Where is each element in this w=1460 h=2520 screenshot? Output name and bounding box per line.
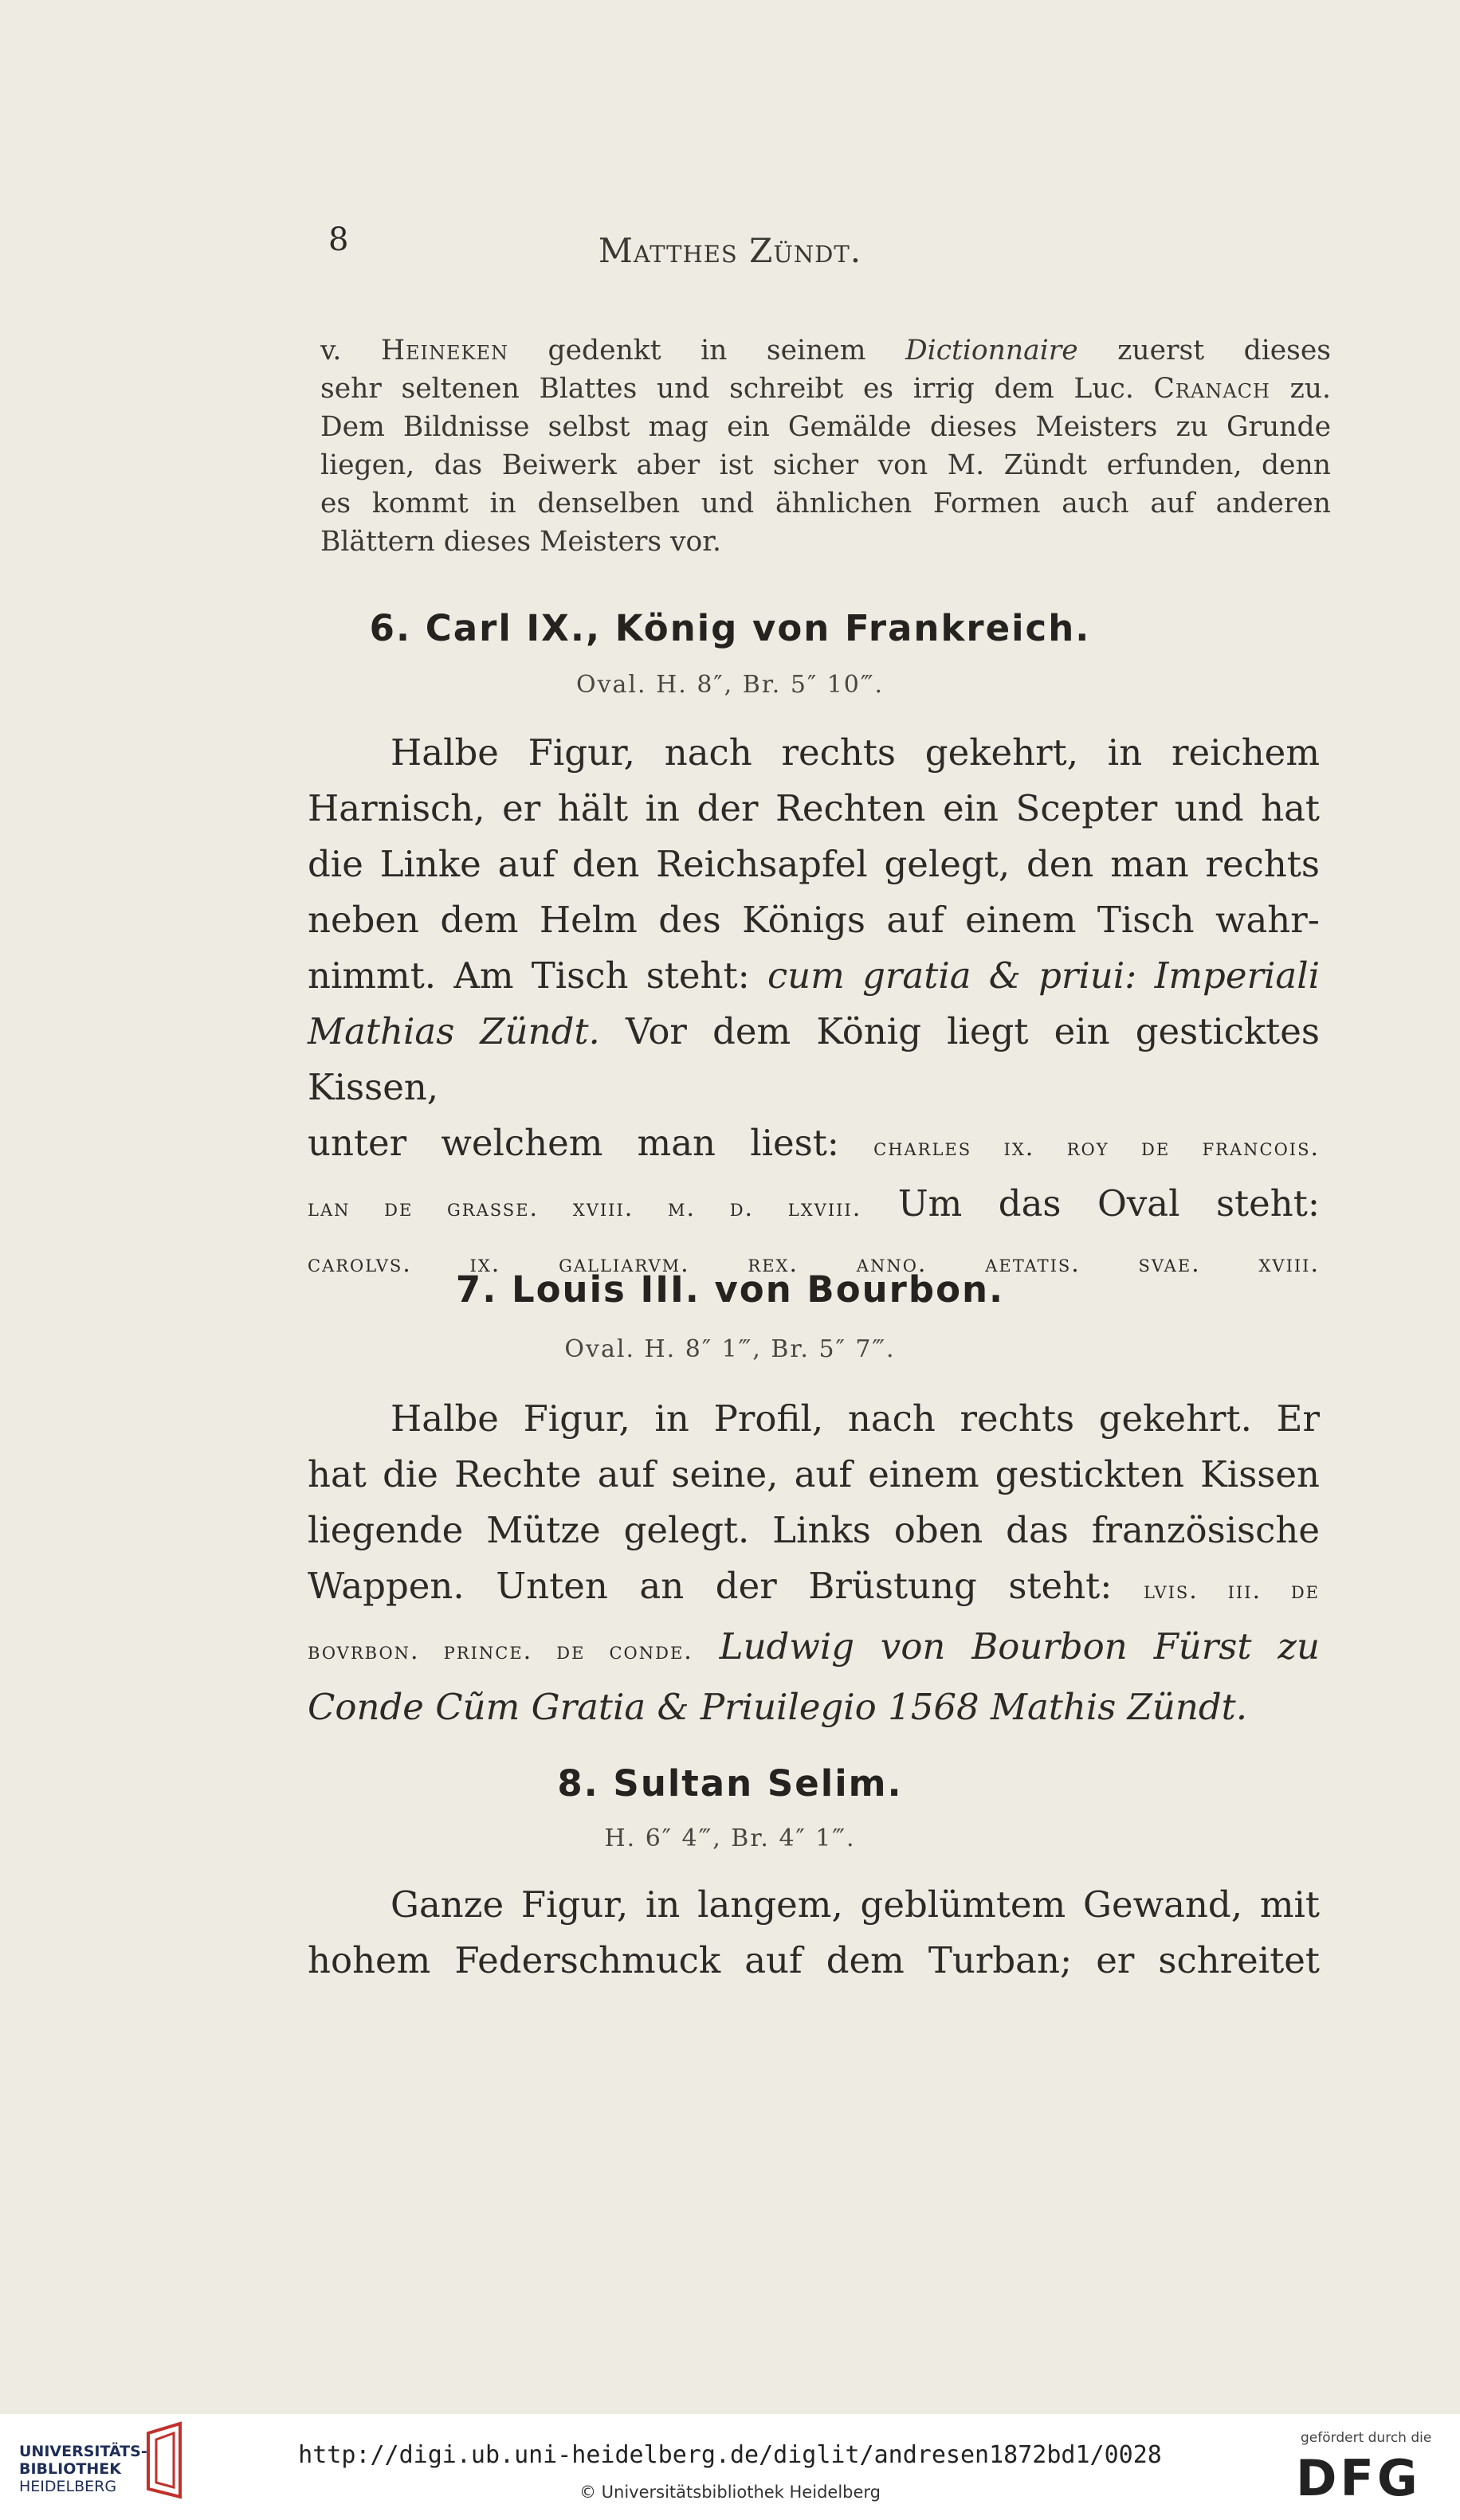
dfg-logo: DFG — [1296, 2449, 1421, 2507]
entry-heading-6: 6. Carl IX., König von Frankreich. — [369, 607, 1091, 649]
text-line: neben dem Helm des Königs auf einem Tisch wahr- — [308, 899, 1320, 941]
text-line: lan de grasse. xviii. m. d. lxviii. Um das Oval steht: — [308, 1182, 1320, 1225]
library-name-line: BIBLIOTHEK — [19, 2460, 121, 2478]
entry-dimensions-8: H. 6″ 4‴, Br. 4″ 1‴. — [604, 1824, 856, 1852]
intro-paragraph — [320, 331, 1331, 561]
entry-dimensions-7: Oval. H. 8″ 1‴, Br. 5″ 7‴. — [564, 1335, 896, 1363]
text-line: Ganze Figur, in langem, geblümtem Gewand, mit — [391, 1883, 1320, 1926]
text-line: Harnisch, er hält in der Rechten ein Scepter und hat — [308, 787, 1320, 829]
text-line: carolvs. ix. galliarvm. rex. anno. aetatis. svae. xviii. — [308, 1250, 1320, 1278]
running-head: Matthes Zündt. — [598, 231, 862, 270]
viewer-footer — [0, 2414, 1460, 2520]
text-line: Conde Cũm Gratia & Priuilegio 1568 Mathis Zündt. — [308, 1686, 1248, 1728]
copyright-notice: © Universitätsbibliothek Heidelberg — [579, 2483, 881, 2502]
library-name-line: HEIDELBERG — [19, 2478, 117, 2495]
entry-description-6 — [308, 725, 1320, 1292]
permalink-url[interactable]: http://digi.ub.uni-heidelberg.de/diglit/andresen1872bd1/0028 — [298, 2441, 1162, 2469]
entry-heading-7: 7. Louis III. von Bourbon. — [455, 1268, 1005, 1311]
text-line: nimmt. Am Tisch steht: cum gratia & priui: Imperiali — [308, 954, 1320, 997]
text-line: Halbe Figur, in Profil, nach rechts gekehrt. Er — [391, 1397, 1320, 1440]
entry-description-7 — [308, 1391, 1320, 1735]
text-line: Halbe Figur, nach rechts gekehrt, in reichem — [391, 731, 1320, 774]
library-name-line: UNIVERSITÄTS- — [19, 2443, 147, 2460]
sponsor-note: gefördert durch die — [1301, 2430, 1432, 2446]
text-line: liegen, das Beiwerk aber ist sicher von M. Zündt erfunden, denn — [320, 449, 1331, 481]
text-line: es kommt in denselben und ähnlichen Formen auch auf anderen — [320, 488, 1331, 519]
text-line: Dem Bildnisse selbst mag ein Gemälde dieses Meisters zu Grunde — [320, 411, 1331, 443]
text-line: Blättern dieses Meisters vor. — [320, 526, 721, 558]
text-line: hohem Federschmuck auf dem Turban; er schreitet — [308, 1939, 1320, 1981]
entry-dimensions-6: Oval. H. 8″, Br. 5″ 10‴. — [576, 671, 884, 699]
text-line: Wappen. Unten an der Brüstung steht: lvis. iii. de — [308, 1565, 1320, 1607]
text-line: bovrbon. prince. de conde. Ludwig von Bourbon Fürst zu — [308, 1625, 1320, 1668]
entry-description-8 — [308, 1877, 1320, 1989]
text-line: Mathias Zündt. Vor dem König liegt ein gesticktes Kissen, — [308, 1010, 1320, 1108]
text-line: v. Heineken gedenkt in seinem Dictionnaire zuerst dieses — [320, 335, 1331, 366]
text-line: die Linke auf den Reichsapfel gelegt, den man rechts — [308, 843, 1320, 885]
text-line: liegende Mütze gelegt. Links oben das französische — [308, 1509, 1320, 1551]
text-line: unter welchem man liest: charles ix. roy de francois. — [308, 1122, 1320, 1164]
text-line: sehr seltenen Blattes und schreibt es irrig dem Luc. Cranach zu. — [320, 373, 1331, 405]
entry-heading-8: 8. Sultan Selim. — [557, 1762, 903, 1805]
page-number: 8 — [328, 221, 349, 258]
text-line: hat die Rechte auf seine, auf einem gestickten Kissen — [308, 1453, 1320, 1495]
